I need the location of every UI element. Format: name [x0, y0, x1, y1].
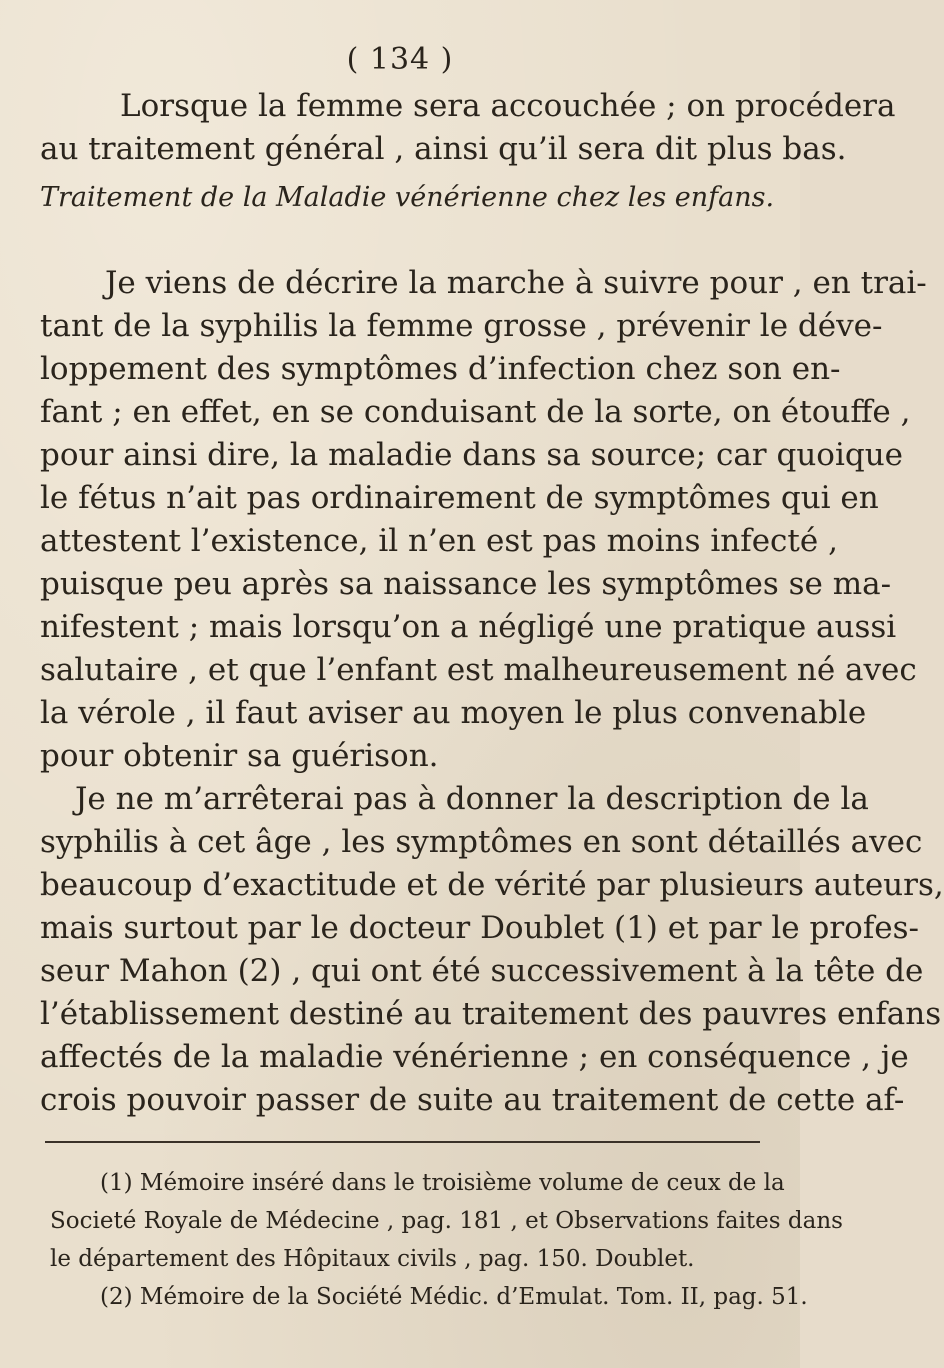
footnote-line: le département des Hôpitaux civils , pag. 150. Doublet. — [50, 1246, 695, 1272]
footnote-divider — [45, 1141, 760, 1143]
paragraph-line: loppement des symptômes d’infection chez son en- — [40, 351, 841, 387]
paragraph-line: pour ainsi dire, la maladie dans sa source; car quoique — [40, 437, 904, 473]
footnote-line: (2) Mémoire de la Société Médic. d’Emulat. Tom. II, pag. 51. — [100, 1284, 808, 1310]
paragraph-line: Je ne m’arrêterai pas à donner la description de la — [75, 781, 869, 817]
page-number: ( 134 ) — [346, 42, 454, 77]
intro-line: Lorsque la femme sera accouchée ; on procédera — [120, 88, 896, 124]
paragraph-line: seur Mahon (2) , qui ont été successivement à la tête de — [40, 953, 924, 989]
paragraph-line: affectés de la maladie vénérienne ; en conséquence , je — [40, 1039, 909, 1075]
intro-line: au traitement général , ainsi qu’il sera dit plus bas. — [40, 131, 847, 167]
footnote-line: (1) Mémoire inséré dans le troisième volume de ceux de la — [100, 1170, 785, 1196]
paragraph-line: la vérole , il faut aviser au moyen le plus convenable — [40, 695, 867, 731]
section-title: Traitement de la Maladie vénérienne chez les enfans. — [40, 182, 775, 213]
paragraph-line: tant de la syphilis la femme grosse , prévenir le déve- — [40, 308, 883, 344]
paragraph-line: crois pouvoir passer de suite au traitement de cette af- — [40, 1082, 905, 1118]
paragraph-line: mais surtout par le docteur Doublet (1) et par le profes- — [40, 910, 920, 946]
paragraph-line: syphilis à cet âge , les symptômes en sont détaillés avec — [40, 824, 923, 860]
paragraph-line: attestent l’existence, il n’en est pas moins infecté , — [40, 523, 838, 559]
paragraph-line: beaucoup d’exactitude et de vérité par plusieurs auteurs, — [40, 867, 944, 903]
paragraph-line: fant ; en effet, en se conduisant de la sorte, on étouffe , — [40, 394, 911, 430]
paragraph-line: l’établissement destiné au traitement des pauvres enfans — [40, 996, 942, 1032]
paragraph-line: puisque peu après sa naissance les symptômes se ma- — [40, 566, 892, 602]
paragraph-line: salutaire , et que l’enfant est malheureusement né avec — [40, 652, 917, 688]
footnote-line: Societé Royale de Médecine , pag. 181 , et Observations faites dans — [50, 1208, 843, 1234]
paragraph-line: le fétus n’ait pas ordinairement de symptômes qui en — [40, 480, 879, 516]
paragraph-line: pour obtenir sa guérison. — [40, 738, 439, 774]
paragraph-line: Je viens de décrire la marche à suivre pour , en trai- — [105, 265, 927, 301]
paragraph-line: nifestent ; mais lorsqu’on a négligé une pratique aussi — [40, 609, 897, 645]
